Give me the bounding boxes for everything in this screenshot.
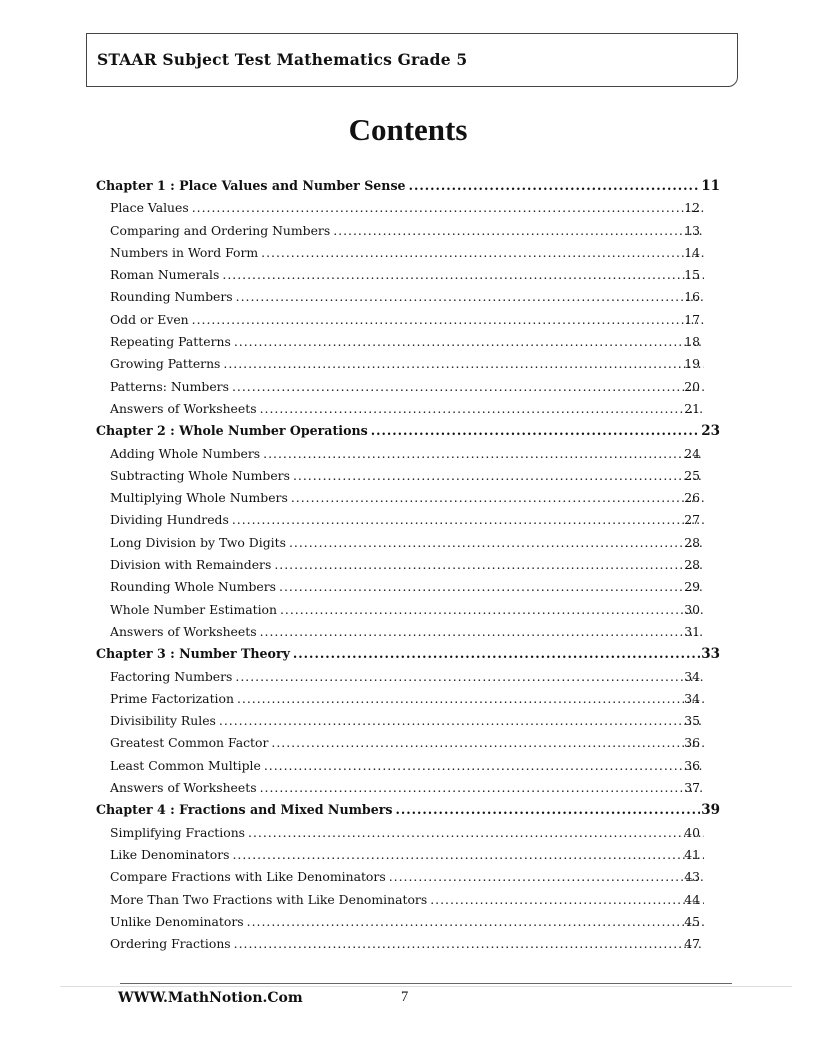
toc-dot-leader xyxy=(232,379,704,394)
toc-dot-leader xyxy=(279,579,704,594)
toc-section-row xyxy=(96,780,720,802)
toc-section-row xyxy=(96,490,720,512)
toc-dot-leader xyxy=(260,780,705,795)
toc-entry-label: More Than Two Fractions with Like Denominators xyxy=(110,891,428,907)
toc-page-number: 13 xyxy=(684,222,700,238)
toc-page-number: 29 xyxy=(684,579,700,595)
toc-entry-label: Subtracting Whole Numbers xyxy=(110,467,290,483)
toc-dot-leader xyxy=(409,178,701,193)
toc-dot-leader xyxy=(395,802,700,817)
toc-page-number: 27 xyxy=(684,512,700,528)
toc-page-number: 31 xyxy=(684,623,700,639)
toc-section-row xyxy=(96,758,720,780)
toc-section-row xyxy=(96,914,720,936)
toc-section-row xyxy=(96,892,720,914)
toc-section-row xyxy=(96,602,720,624)
toc-page-number: 41 xyxy=(684,846,700,862)
toc-section-row xyxy=(96,289,720,311)
toc-page-number: 30 xyxy=(684,601,700,617)
toc-entry-label: Least Common Multiple xyxy=(110,757,261,773)
toc-page-number: 33 xyxy=(701,646,720,663)
toc-dot-leader xyxy=(234,936,705,951)
toc-page-number: 35 xyxy=(684,713,700,729)
toc-section-row xyxy=(96,691,720,713)
toc-page-number: 36 xyxy=(684,757,700,773)
toc-section-row xyxy=(96,535,720,557)
toc-dot-leader xyxy=(271,735,704,750)
footer-rule xyxy=(120,983,732,984)
toc-page-number: 24 xyxy=(684,445,700,461)
toc-page-number: 25 xyxy=(684,467,700,483)
toc-entry-label: Ordering Fractions xyxy=(110,936,231,952)
footer-website: WWW.MathNotion.Com xyxy=(118,990,303,1006)
toc-section-row xyxy=(96,312,720,334)
toc-dot-leader xyxy=(234,334,704,349)
toc-dot-leader xyxy=(280,602,704,617)
toc-entry-label: Answers of Worksheets xyxy=(110,400,257,416)
toc-entry-label: Adding Whole Numbers xyxy=(110,445,261,461)
toc-page-number: 19 xyxy=(684,356,700,372)
toc-page-number: 39 xyxy=(701,802,720,819)
toc-dot-leader xyxy=(222,267,704,282)
toc-entry-label: Patterns: Numbers xyxy=(110,378,229,394)
toc-section-row xyxy=(96,334,720,356)
toc-section-row xyxy=(96,735,720,757)
toc-section-row xyxy=(96,936,720,958)
toc-chapter-row xyxy=(96,423,720,445)
toc-dot-leader xyxy=(247,914,705,929)
toc-section-row xyxy=(96,356,720,378)
toc-entry-label: Answers of Worksheets xyxy=(110,780,257,796)
toc-page-number: 20 xyxy=(684,378,700,394)
toc-entry-label: Prime Factorization xyxy=(110,690,234,706)
toc-entry-label: Place Values xyxy=(110,200,189,216)
toc-page-number: 45 xyxy=(684,913,700,929)
toc-entry-label: Rounding Numbers xyxy=(110,289,233,305)
toc-dot-leader xyxy=(261,245,704,260)
toc-page-number: 36 xyxy=(684,735,700,751)
toc-dot-leader xyxy=(260,401,705,416)
toc-entry-label: Compare Fractions with Like Denominators xyxy=(110,869,386,885)
toc-page-number: 43 xyxy=(684,869,700,885)
toc-entry-label: Dividing Hundreds xyxy=(110,512,229,528)
toc-entry-label: Odd or Even xyxy=(110,311,189,327)
toc-dot-leader xyxy=(263,446,704,461)
toc-entry-label: Rounding Whole Numbers xyxy=(110,579,277,595)
toc-page-number: 11 xyxy=(701,178,720,194)
toc-entry-label: Numbers in Word Form xyxy=(110,244,259,260)
toc-entry-label: Chapter 4 : Fractions and Mixed Numbers xyxy=(96,802,393,818)
toc-section-row xyxy=(96,512,720,534)
footer-rule-light xyxy=(60,986,792,987)
toc-entry-label: Chapter 3 : Number Theory xyxy=(96,646,290,662)
toc-chapter-row xyxy=(96,178,720,200)
toc-dot-leader xyxy=(219,713,704,728)
toc-entry-label: Divisibility Rules xyxy=(110,713,216,729)
toc-entry-label: Simplifying Fractions xyxy=(110,824,246,840)
toc-dot-leader xyxy=(333,223,704,238)
table-of-contents xyxy=(96,178,720,958)
toc-dot-leader xyxy=(430,892,704,907)
toc-page-number: 44 xyxy=(684,891,700,907)
page-title: Contents xyxy=(348,112,468,147)
toc-entry-label: Roman Numerals xyxy=(110,267,220,283)
toc-entry-label: Chapter 2 : Whole Number Operations xyxy=(96,423,368,439)
toc-section-row xyxy=(96,713,720,735)
toc-dot-leader xyxy=(192,200,704,215)
toc-section-row xyxy=(96,223,720,245)
toc-dot-leader xyxy=(389,869,705,884)
toc-page-number: 18 xyxy=(684,334,700,350)
toc-dot-leader xyxy=(237,691,704,706)
toc-page-number: 15 xyxy=(684,267,700,283)
toc-dot-leader xyxy=(192,312,705,327)
toc-entry-label: Answers of Worksheets xyxy=(110,623,257,639)
toc-section-row xyxy=(96,557,720,579)
header-title: STAAR Subject Test Mathematics Grade 5 xyxy=(97,50,468,69)
toc-section-row xyxy=(96,847,720,869)
toc-entry-label: Unlike Denominators xyxy=(110,913,244,929)
toc-page-number: 37 xyxy=(684,780,700,796)
toc-dot-leader xyxy=(235,669,704,684)
toc-page-number: 16 xyxy=(684,289,700,305)
toc-section-row xyxy=(96,200,720,222)
toc-entry-label: Factoring Numbers xyxy=(110,668,233,684)
toc-entry-label: Greatest Common Factor xyxy=(110,735,269,751)
toc-dot-leader xyxy=(260,624,705,639)
toc-dot-leader xyxy=(274,557,704,572)
toc-page-number: 34 xyxy=(684,668,700,684)
toc-entry-label: Repeating Patterns xyxy=(110,334,231,350)
toc-section-row xyxy=(96,579,720,601)
toc-entry-label: Like Denominators xyxy=(110,846,230,862)
toc-section-row xyxy=(96,446,720,468)
toc-page-number: 26 xyxy=(684,490,700,506)
toc-dot-leader xyxy=(232,847,704,862)
toc-page-number: 40 xyxy=(684,824,700,840)
toc-section-row xyxy=(96,825,720,847)
toc-dot-leader xyxy=(248,825,704,840)
toc-entry-label: Long Division by Two Digits xyxy=(110,534,286,550)
toc-page-number: 14 xyxy=(684,244,700,260)
toc-page-number: 34 xyxy=(684,690,700,706)
toc-section-row xyxy=(96,267,720,289)
toc-section-row xyxy=(96,869,720,891)
toc-chapter-row xyxy=(96,802,720,824)
toc-section-row xyxy=(96,245,720,267)
header-box xyxy=(86,33,738,87)
toc-dot-leader xyxy=(236,289,705,304)
toc-chapter-row xyxy=(96,646,720,668)
toc-page-number: 21 xyxy=(684,400,700,416)
toc-dot-leader xyxy=(291,490,704,505)
footer-page-number: 7 xyxy=(401,989,409,1005)
toc-dot-leader xyxy=(232,512,704,527)
toc-dot-leader xyxy=(371,423,700,438)
toc-dot-leader xyxy=(289,535,704,550)
toc-page-number: 12 xyxy=(684,200,700,216)
toc-dot-leader xyxy=(223,356,704,371)
toc-page-number: 23 xyxy=(701,423,720,440)
toc-entry-label: Division with Remainders xyxy=(110,557,272,573)
toc-page-number: 28 xyxy=(684,534,700,550)
toc-page-number: 28 xyxy=(684,557,700,573)
toc-dot-leader xyxy=(293,646,700,661)
toc-dot-leader xyxy=(264,758,704,773)
toc-entry-label: Whole Number Estimation xyxy=(110,601,277,617)
toc-entry-label: Multiplying Whole Numbers xyxy=(110,490,288,506)
toc-section-row xyxy=(96,624,720,646)
toc-section-row xyxy=(96,379,720,401)
toc-page-number: 47 xyxy=(684,936,700,952)
toc-entry-label: Chapter 1 : Place Values and Number Sense xyxy=(96,178,406,193)
toc-section-row xyxy=(96,468,720,490)
toc-section-row xyxy=(96,669,720,691)
toc-dot-leader xyxy=(293,468,704,483)
toc-section-row xyxy=(96,401,720,423)
toc-page-number: 17 xyxy=(684,311,700,327)
toc-entry-label: Comparing and Ordering Numbers xyxy=(110,222,331,238)
toc-entry-label: Growing Patterns xyxy=(110,356,221,372)
